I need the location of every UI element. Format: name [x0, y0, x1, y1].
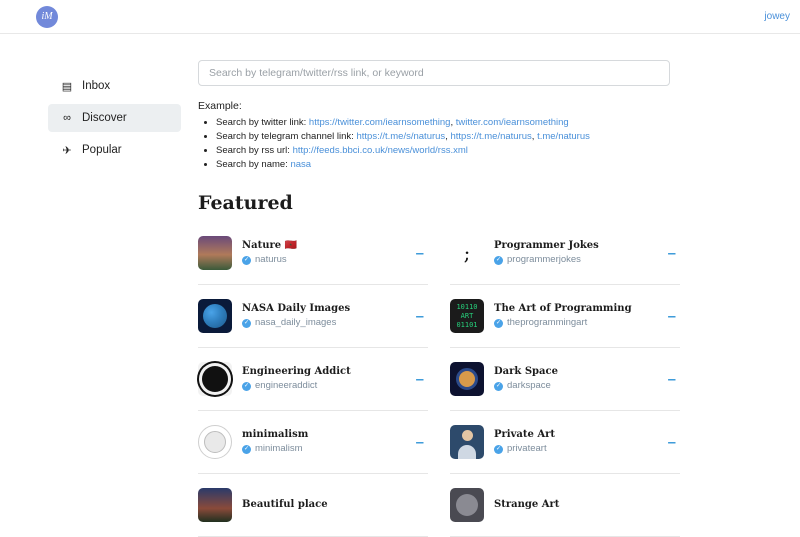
- avatar: [198, 299, 232, 333]
- card-body: [494, 428, 664, 456]
- search-input[interactable]: [198, 60, 670, 86]
- card-body: [494, 302, 664, 330]
- verified-icon: ✓: [243, 383, 250, 389]
- card-body: [242, 302, 412, 330]
- list-item[interactable]: [198, 285, 428, 348]
- verified-icon: ✓: [495, 257, 502, 263]
- verified-icon: ✓: [243, 320, 250, 326]
- list-item[interactable]: [198, 474, 428, 537]
- card-body: [494, 365, 664, 393]
- sidebar-item-label: Popular: [82, 144, 122, 156]
- channel-handle-row: [494, 442, 664, 456]
- example-heading: Example:: [198, 100, 242, 112]
- channel-handle: programmerjokes: [507, 254, 581, 265]
- channel-handle: engineeraddict: [255, 380, 318, 391]
- app-logo[interactable]: iM: [36, 6, 58, 28]
- example-link[interactable]: nasa: [290, 159, 312, 170]
- list-item[interactable]: [450, 411, 680, 474]
- channel-title: Strange Art: [494, 499, 560, 510]
- channel-handle-row: [242, 253, 412, 267]
- channel-title: Private Art: [494, 429, 555, 440]
- channel-handle: naturus: [255, 254, 287, 265]
- example-item-telegram: [216, 130, 680, 144]
- example-item-rss: [216, 144, 680, 158]
- channel-handle: darkspace: [507, 380, 551, 391]
- avatar: [198, 236, 232, 270]
- list-item[interactable]: [198, 411, 428, 474]
- page-body: [0, 34, 800, 510]
- sidebar: [0, 34, 190, 479]
- example-separator: ,: [450, 117, 456, 128]
- channel-title: NASA Daily Images: [242, 303, 351, 314]
- avatar: [198, 362, 232, 396]
- channel-handle: nasa_daily_images: [255, 317, 337, 328]
- unsubscribe-button[interactable]: –: [415, 244, 424, 262]
- unsubscribe-button[interactable]: –: [667, 433, 676, 451]
- avatar: ;: [450, 236, 484, 270]
- verified-icon: ✓: [243, 446, 250, 452]
- example-link[interactable]: https://twitter.com/iearnsomething: [308, 117, 451, 128]
- channel-title: minimalism: [242, 429, 309, 440]
- unsubscribe-button[interactable]: –: [415, 370, 424, 388]
- list-item[interactable]: [450, 348, 680, 411]
- verified-icon: ✓: [495, 320, 502, 326]
- sidebar-item-discover[interactable]: [48, 104, 181, 132]
- unsubscribe-button[interactable]: –: [415, 433, 424, 451]
- rocket-icon: ✈: [62, 144, 72, 157]
- example-separator: ,: [531, 131, 538, 142]
- featured-grid: [198, 222, 680, 537]
- card-body: [242, 498, 428, 512]
- example-list: [198, 116, 680, 172]
- list-item[interactable]: [198, 348, 428, 411]
- channel-title: Dark Space: [494, 366, 558, 377]
- list-item[interactable]: [450, 474, 680, 537]
- avatar: [450, 488, 484, 522]
- example-item-name: [216, 158, 680, 172]
- channel-title: Beautiful place: [242, 499, 328, 510]
- sidebar-item-label: Inbox: [82, 80, 111, 92]
- list-item[interactable]: [450, 222, 680, 285]
- card-body: [242, 428, 412, 456]
- channel-title: Nature 🇲🇦: [242, 240, 298, 251]
- example-link[interactable]: https://t.me/naturus: [450, 131, 532, 142]
- example-prefix: Search by telegram channel link:: [216, 131, 357, 142]
- example-link[interactable]: https://t.me/s/naturus: [356, 131, 446, 142]
- verified-icon: ✓: [495, 446, 502, 452]
- unsubscribe-button[interactable]: –: [667, 307, 676, 325]
- avatar: 10110 ART 01101: [450, 299, 484, 333]
- channel-title: Engineering Addict: [242, 366, 351, 377]
- sidebar-item-inbox[interactable]: [48, 72, 181, 100]
- verified-icon: ✓: [243, 257, 250, 263]
- example-prefix: Search by rss url:: [216, 145, 293, 156]
- example-prefix: Search by twitter link:: [216, 117, 309, 128]
- card-body: [242, 365, 412, 393]
- user-account-link[interactable]: jowey: [764, 11, 790, 22]
- verified-icon: ✓: [495, 383, 502, 389]
- card-body: [242, 239, 412, 267]
- channel-handle-row: [494, 379, 664, 393]
- channel-handle: theprogrammingart: [507, 317, 588, 328]
- channel-handle-row: [242, 316, 412, 330]
- list-item[interactable]: [198, 222, 428, 285]
- inbox-icon: ▤: [61, 80, 73, 93]
- sidebar-item-label: Discover: [82, 112, 127, 124]
- channel-handle-row: [242, 442, 412, 456]
- channel-handle-row: [494, 253, 664, 267]
- top-bar: [0, 0, 800, 34]
- channel-handle-row: [242, 379, 412, 393]
- page-title: Featured: [198, 192, 293, 214]
- example-link[interactable]: http://feeds.bbci.co.uk/news/world/rss.xml: [292, 145, 468, 156]
- sidebar-item-popular[interactable]: [48, 136, 181, 164]
- example-item-twitter: [216, 116, 680, 130]
- example-link[interactable]: twitter.com/iearnsomething: [455, 117, 569, 128]
- example-link[interactable]: t.me/naturus: [537, 131, 590, 142]
- avatar: [198, 425, 232, 459]
- channel-handle: privateart: [507, 443, 547, 454]
- unsubscribe-button[interactable]: –: [667, 370, 676, 388]
- avatar: [198, 488, 232, 522]
- avatar: [450, 362, 484, 396]
- unsubscribe-button[interactable]: –: [415, 307, 424, 325]
- unsubscribe-button[interactable]: –: [667, 244, 676, 262]
- example-prefix: Search by name:: [216, 159, 291, 170]
- channel-handle: minimalism: [255, 443, 303, 454]
- avatar: [450, 425, 484, 459]
- main-content: [190, 34, 800, 510]
- card-body: [494, 239, 664, 267]
- list-item[interactable]: [450, 285, 680, 348]
- channel-handle-row: [494, 316, 664, 330]
- compass-icon: ∞: [63, 112, 71, 124]
- channel-title: The Art of Programming: [494, 303, 632, 314]
- channel-title: Programmer Jokes: [494, 240, 599, 251]
- card-body: [494, 498, 680, 512]
- example-separator: ,: [445, 131, 451, 142]
